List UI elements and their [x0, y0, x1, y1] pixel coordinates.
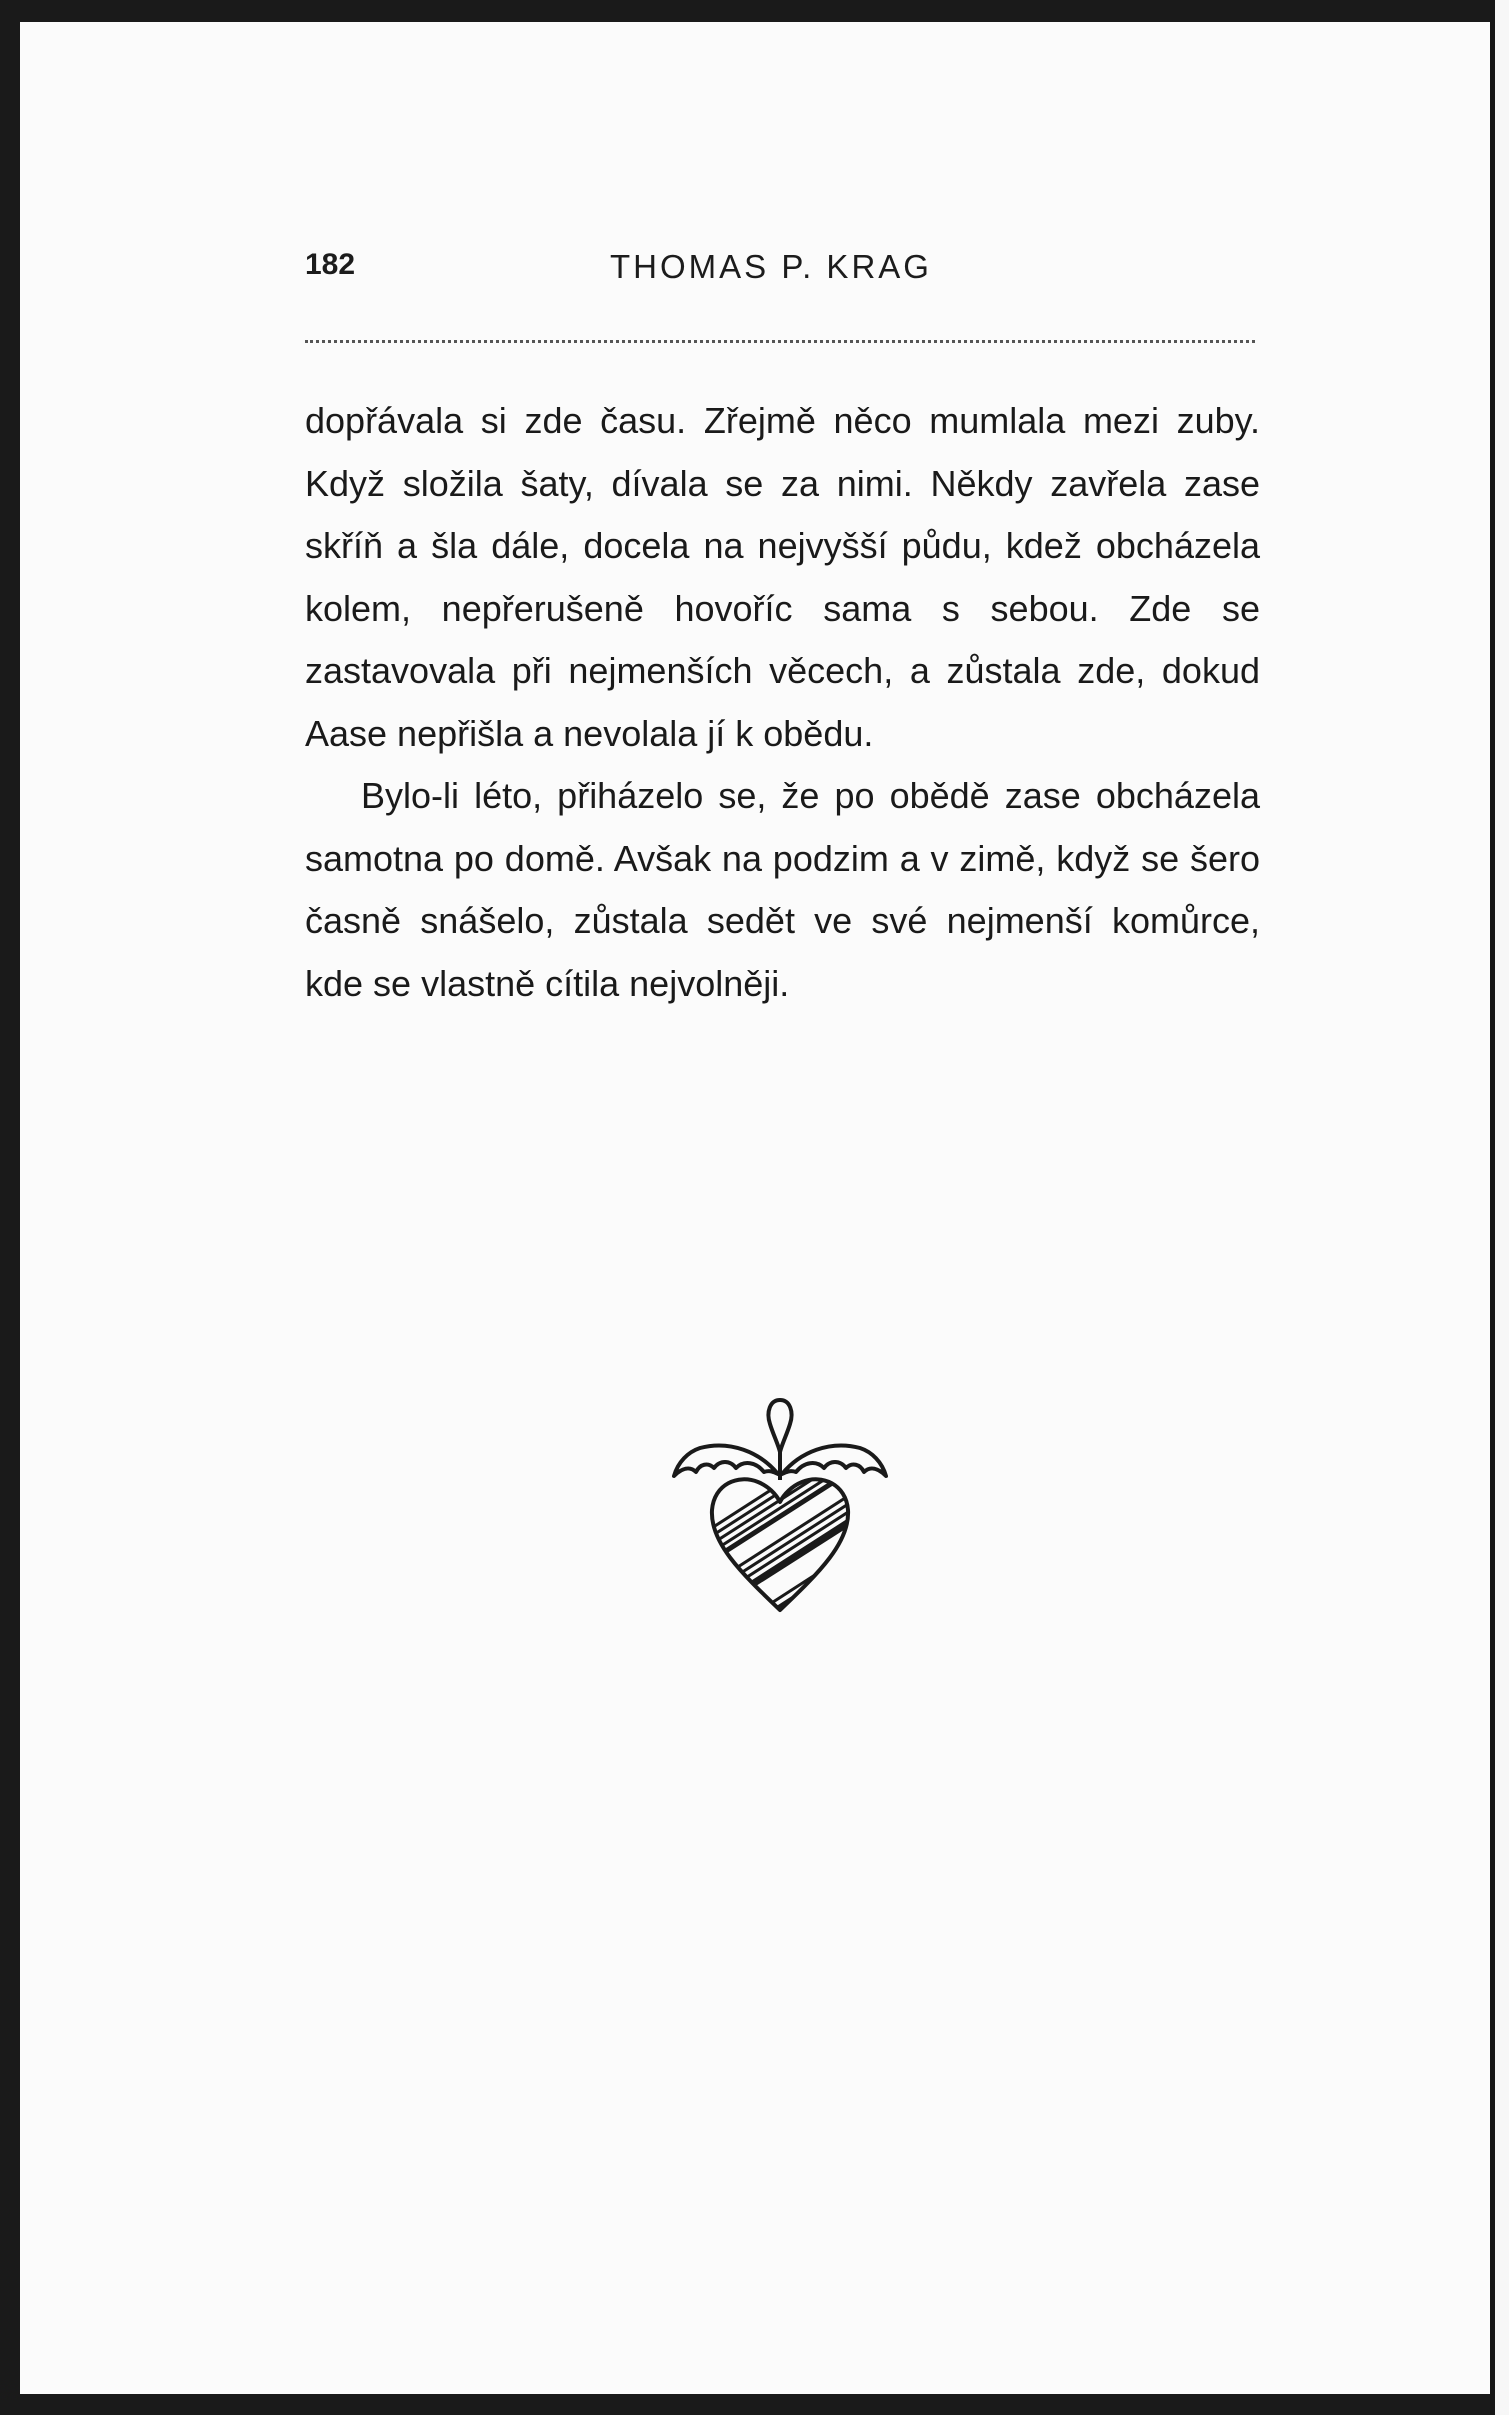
body-text: [305, 390, 1260, 1015]
paragraph: Bylo-li léto, přiházelo se, že po obědě zase obcházela samotna po domě. Avšak na podzim a v zimě, když se šero časně snášelo, zůstala sedět ve své nejmenší komůrce, kde se vlastně cítila nejvolněji.: [305, 775, 1260, 1004]
book-page: [20, 22, 1490, 2394]
running-title: THOMAS P. KRAG: [610, 248, 932, 285]
page-number: 182: [305, 248, 356, 281]
page-edge: [1490, 0, 1509, 2415]
paragraph: dopřávala si zde času. Zřejmě něco mumlala mezi zuby. Když složila šaty, dívala se za nimi. Někdy zavřela zase skříň a šla dále, docela na nejvyšší půdu, kdež obcházela kolem, nepřerušeně hovoříc sama s sebou. Zde se zastavovala při nejmenších věcech, a zůstala zde, dokud Aase nepřišla a nevolala jí k obědu.: [305, 400, 1260, 754]
header-rule: [305, 340, 1255, 343]
heart-ornament-icon: [670, 1392, 890, 1622]
running-header: [300, 248, 1260, 288]
